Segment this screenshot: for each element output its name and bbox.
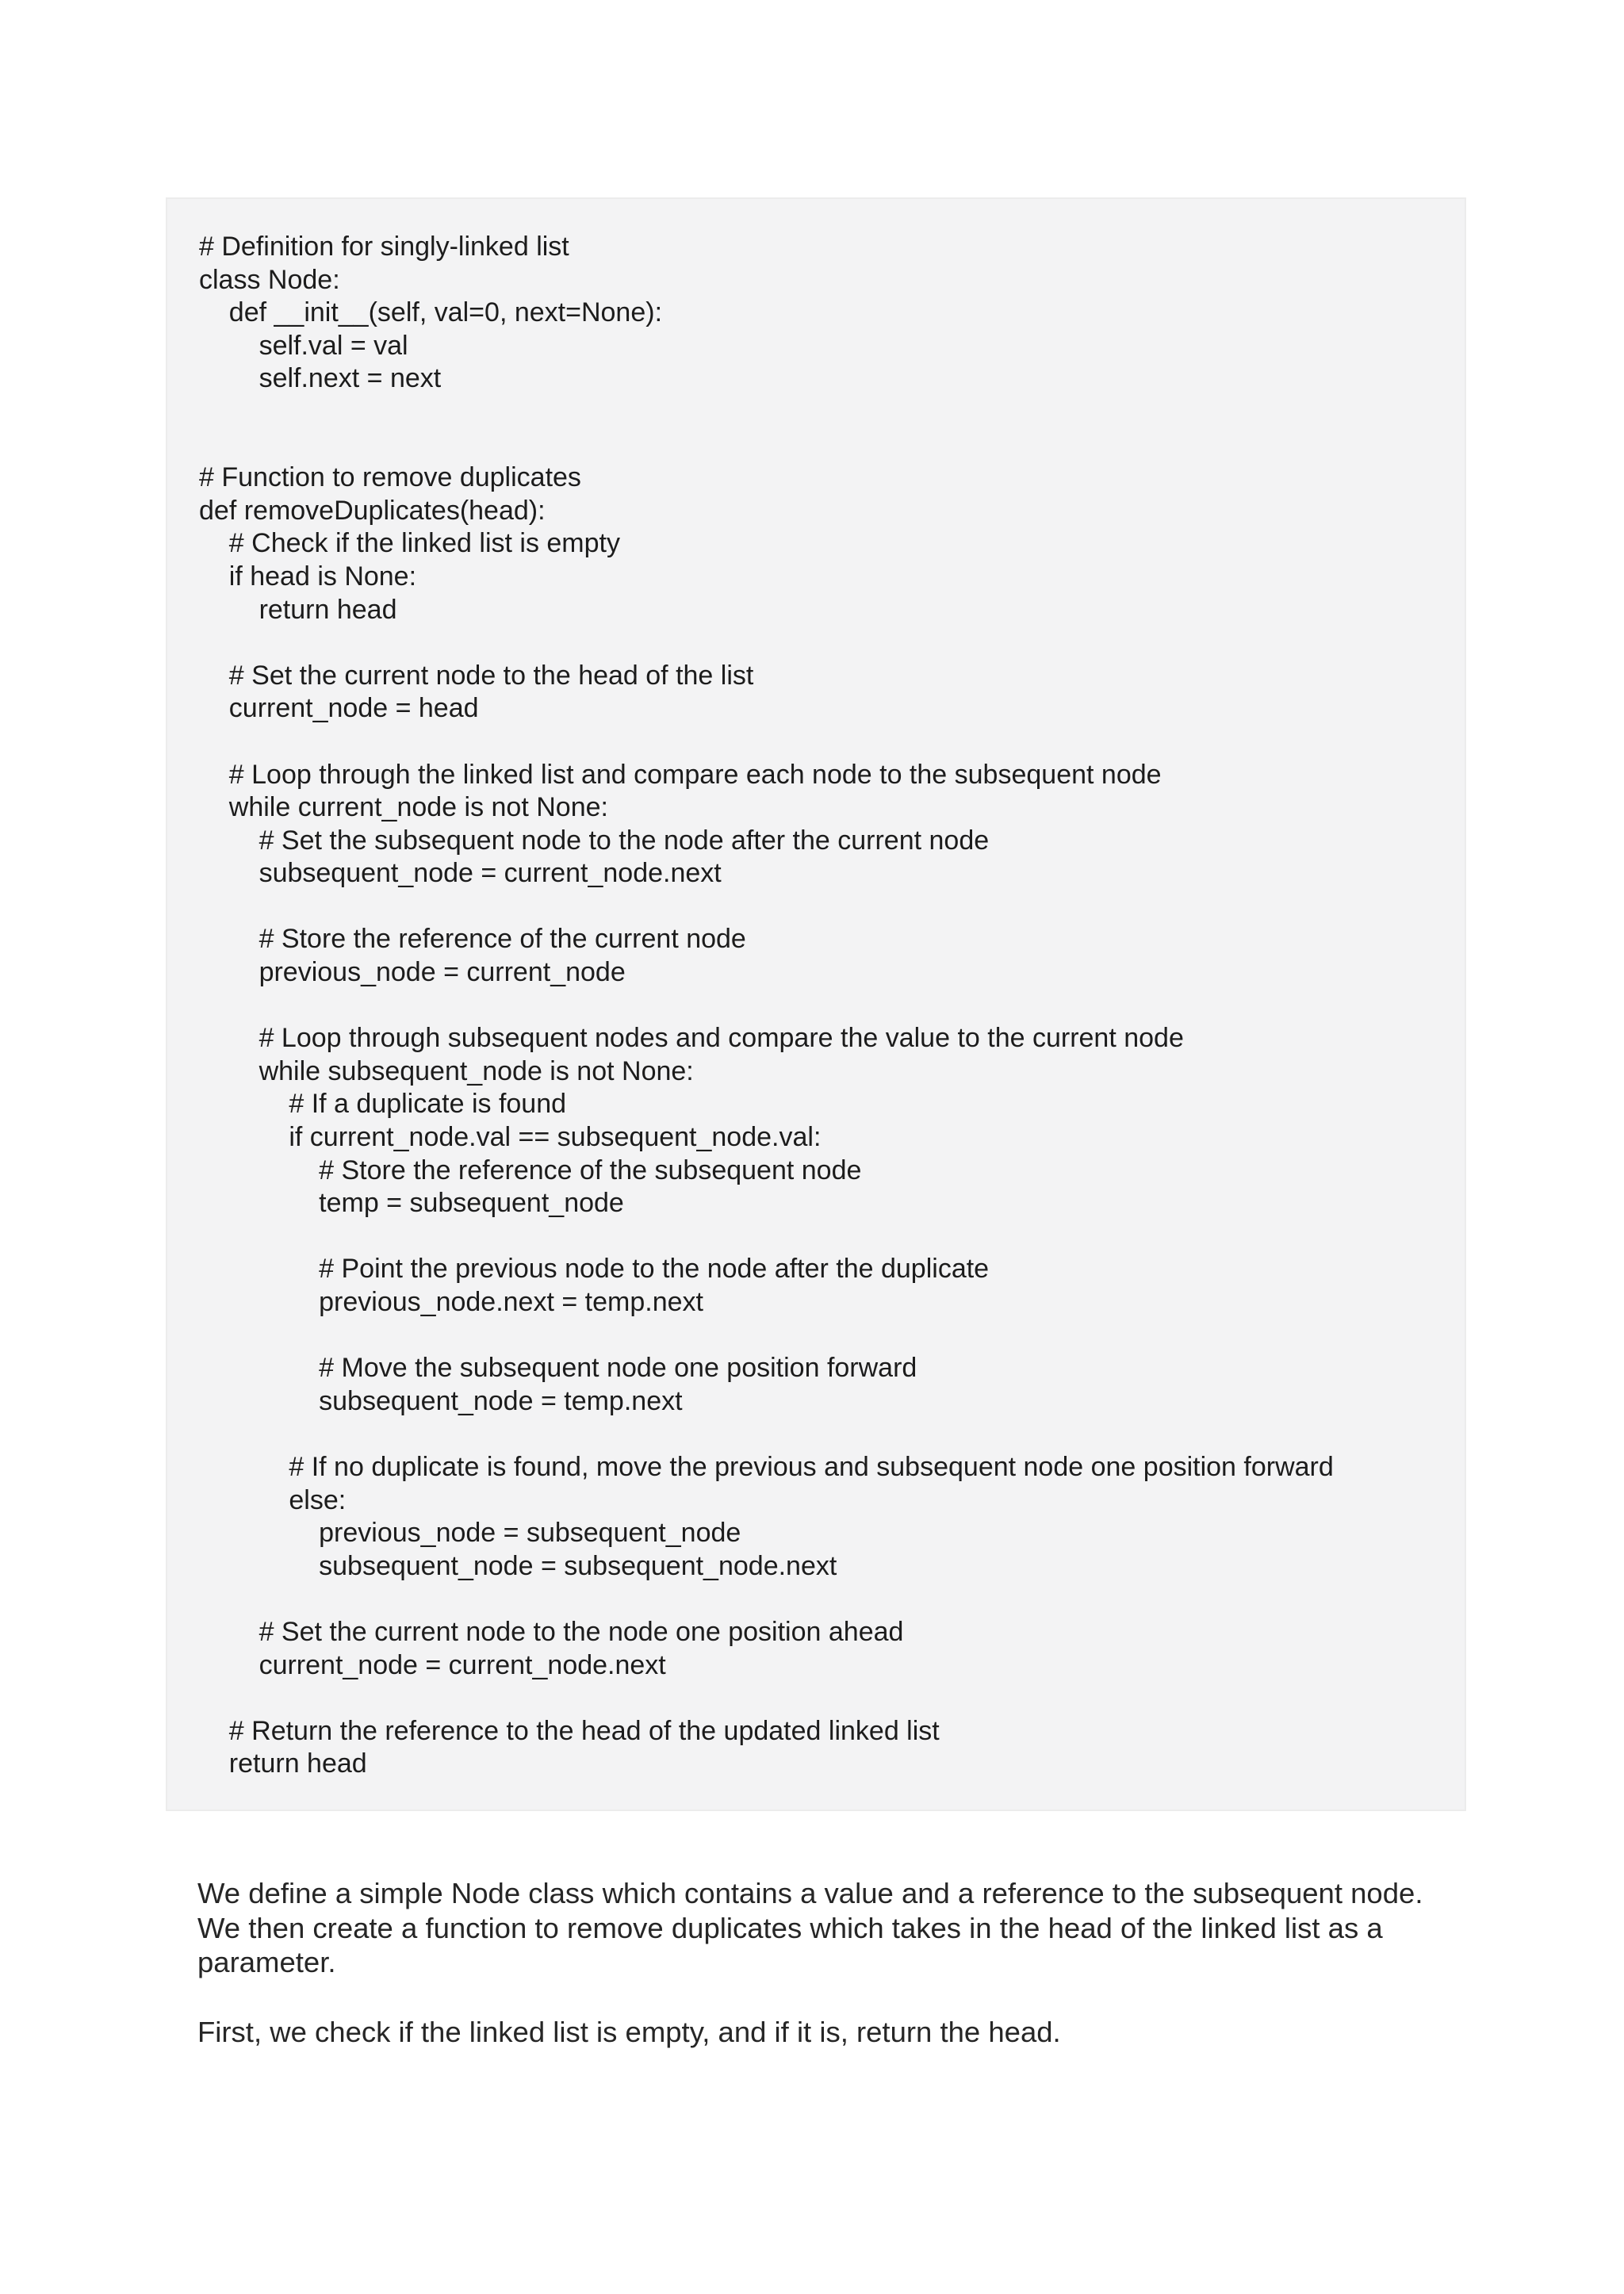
code-line: def __init__(self, val=0, next=None):	[199, 297, 663, 328]
code-line: self.next = next	[199, 363, 442, 394]
explanation-text	[197, 1876, 1466, 2084]
code-line: # Function to remove duplicates	[199, 462, 581, 493]
code-line	[199, 890, 1334, 924]
code-line: self.val = val	[199, 330, 408, 361]
code-line: else:	[199, 1484, 347, 1515]
code-line: # Check if the linked list is empty	[199, 528, 620, 559]
code-line: return head	[199, 594, 397, 625]
code-line	[199, 990, 1334, 1023]
code-line	[199, 1583, 1334, 1616]
code-line: class Node:	[199, 264, 340, 295]
code-line	[199, 1682, 1334, 1715]
code-line: # Loop through the linked list and compare each node to the subsequent node	[199, 759, 1162, 790]
code-line: # Return the reference to the head of the updated linked list	[199, 1715, 940, 1746]
code-line: # Store the reference of the subsequent node	[199, 1155, 862, 1185]
code-line: # Move the subsequent node one position forward	[199, 1353, 917, 1384]
code-line: while subsequent_node is not None:	[199, 1055, 694, 1086]
code-line: def removeDuplicates(head):	[199, 495, 546, 526]
code-line: # If a duplicate is found	[199, 1089, 567, 1120]
code-line	[199, 429, 1334, 462]
code-line: # Set the current node to the node one position ahead	[199, 1616, 904, 1647]
code-line: current_node = head	[199, 693, 479, 724]
code-line	[199, 626, 1334, 660]
code-line: subsequent_node = temp.next	[199, 1385, 683, 1416]
code-line: previous_node = subsequent_node	[199, 1518, 741, 1549]
code-line: while current_node is not None:	[199, 792, 608, 823]
code-line	[199, 726, 1334, 759]
code-line	[199, 1220, 1334, 1254]
paragraph: First, we check if the linked list is empty, and if it is, return the head.	[197, 2015, 1061, 2048]
code-line: subsequent_node = current_node.next	[199, 858, 722, 889]
code-line: if head is None:	[199, 561, 417, 592]
code-line: temp = subsequent_node	[199, 1188, 624, 1219]
paragraph: We define a simple Node class which contains a value and a reference to the subsequent node. We then create a function to remove duplicates which takes in the head of the linked list as a parameter.	[197, 1877, 1423, 1979]
code-line: previous_node.next = temp.next	[199, 1287, 703, 1317]
code-line	[199, 1418, 1334, 1451]
code-line	[199, 1319, 1334, 1353]
code-line: # Point the previous node to the node after the duplicate	[199, 1254, 990, 1285]
code-line: subsequent_node = subsequent_node.next	[199, 1550, 837, 1581]
code-line: # Loop through subsequent nodes and compare the value to the current node	[199, 1023, 1184, 1054]
code-line: # Store the reference of the current node	[199, 924, 746, 955]
code-line: return head	[199, 1748, 367, 1779]
code-block	[166, 197, 1466, 1811]
code-line: # If no duplicate is found, move the previous and subsequent node one position forward	[199, 1451, 1334, 1482]
code-line: previous_node = current_node	[199, 957, 626, 988]
code-line: current_node = current_node.next	[199, 1649, 666, 1680]
code-line: if current_node.val == subsequent_node.val:	[199, 1122, 822, 1153]
code-line: # Definition for singly-linked list	[199, 232, 569, 262]
code-line	[199, 396, 1334, 429]
code-line: # Set the current node to the head of the list	[199, 660, 754, 691]
code-line: # Set the subsequent node to the node after the current node	[199, 825, 990, 856]
code-lines	[199, 231, 1334, 1781]
